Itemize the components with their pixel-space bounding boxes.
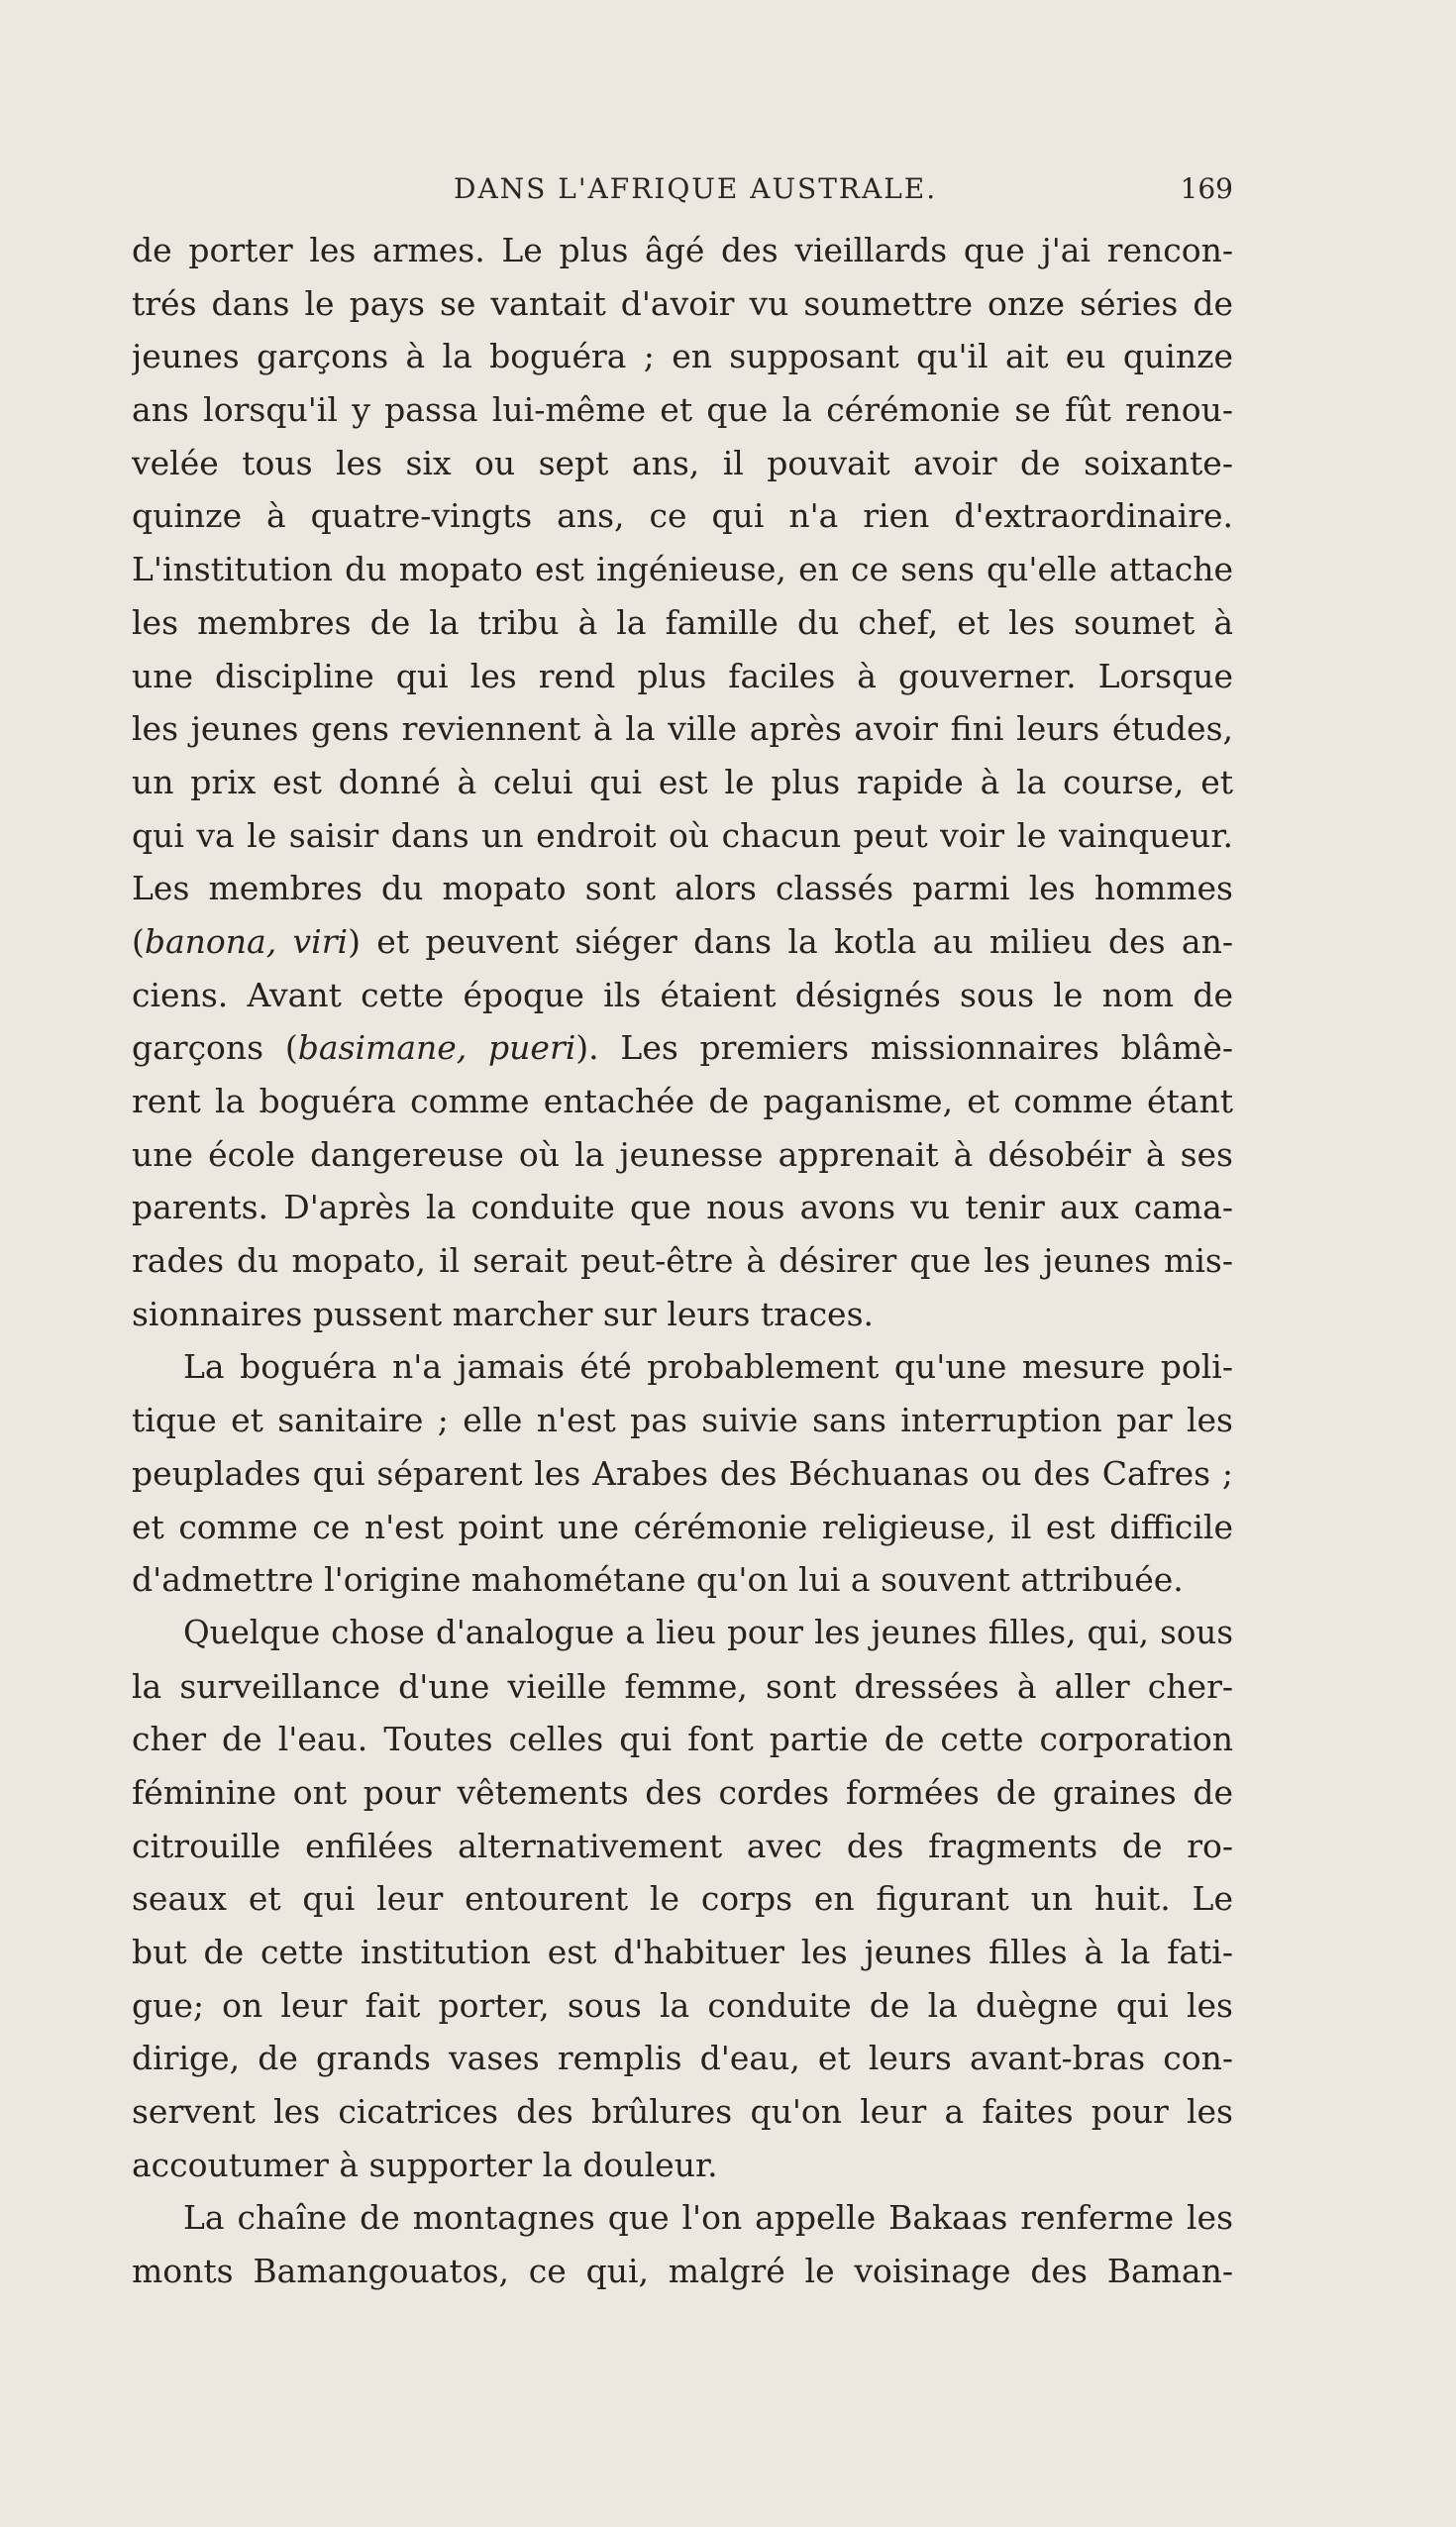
text-line: La chaîne de montagnes que l'on appelle Bakaas renferme les (183, 2198, 1233, 2238)
text-line: une discipline qui les rend plus faciles à gouverner. Lorsque (132, 656, 1233, 695)
text-line: sionnaires pussent marcher sur leurs traces. (132, 1294, 875, 1333)
page-number: 169 (1180, 172, 1233, 205)
text-line: peuplades qui séparent les Arabes des Béchuanas ou des Cafres ; (132, 1453, 1233, 1493)
text-line: seaux et qui leur entourent le corps en figurant un huit. Le (132, 1879, 1233, 1919)
latin-term: banona, viri (144, 921, 349, 961)
text-line: monts Bamangouatos, ce qui, malgré le voisinage des Baman- (132, 2252, 1233, 2291)
text-line: servent les cicatrices des brûlures qu'on leur a faites pour les (132, 2092, 1233, 2132)
latin-term: basimane, pueri (297, 1028, 576, 1068)
text-line: les membres de la tribu à la famille du chef, et les soumet à (132, 602, 1233, 642)
text-line: Les membres du mopato sont alors classés parmi les hommes (132, 869, 1233, 908)
running-title: DANS L'AFRIQUE AUSTRALE. (454, 172, 938, 205)
text-segment: garçons ( (132, 1028, 298, 1068)
text-line-with-italic (132, 1021, 1233, 1075)
text-line: la surveillance d'une vieille femme, sont dressées à aller cher- (132, 1666, 1233, 1706)
body-text (132, 224, 1233, 2298)
text-line: un prix est donné à celui qui est le plus rapide à la course, et (132, 762, 1233, 801)
running-head (132, 164, 1233, 220)
text-line: La boguéra n'a jamais été probablement qu'une mesure poli- (183, 1347, 1233, 1387)
text-line: une école dangereuse où la jeunesse apprenait à désobéir à ses (132, 1134, 1233, 1174)
text-segment: ) et peuvent siéger dans la kotla au milieu des an- (348, 921, 1233, 961)
text-segment: ). Les premiers missionnaires blâmè- (575, 1028, 1233, 1068)
text-line: et comme ce n'est point une cérémonie religieuse, il est difficile (132, 1507, 1233, 1546)
text-line: accoutumer à supporter la douleur. (132, 2145, 718, 2184)
text-line: d'admettre l'origine mahométane qu'on lui a souvent attribuée. (132, 1560, 1184, 1600)
text-line-with-italic (132, 915, 1233, 969)
text-line: L'institution du mopato est ingénieuse, en ce sens qu'elle attache (132, 550, 1233, 589)
text-line: ciens. Avant cette époque ils étaient désignés sous le nom de (132, 975, 1233, 1014)
text-line: qui va le saisir dans un endroit où chacun peut voir le vainqueur. (132, 815, 1233, 855)
text-line: dirige, de grands vases remplis d'eau, et leurs avant-bras con- (132, 2039, 1233, 2078)
text-line: but de cette institution est d'habituer les jeunes filles à la fati- (132, 1933, 1233, 1971)
text-line: de porter les armes. Le plus âgé des vieillards que j'ai rencon- (132, 231, 1233, 269)
text-line: ans lorsqu'il y passa lui-même et que la cérémonie se fût renou- (132, 390, 1233, 430)
text-line: velée tous les six ou sept ans, il pouvait avoir de soixante- (132, 443, 1233, 482)
text-line: cher de l'eau. Toutes celles qui font partie de cette corporation (132, 1720, 1233, 1759)
text-line: rades du mopato, il serait peut-être à désirer que les jeunes mis- (132, 1241, 1233, 1281)
text-line: tique et sanitaire ; elle n'est pas suivie sans interruption par les (132, 1401, 1233, 1440)
text-line: rent la boguéra comme entachée de paganisme, et comme étant (132, 1082, 1233, 1120)
text-line: féminine ont pour vêtements des cordes formées de graines de (132, 1772, 1233, 1812)
text-line: gue; on leur fait porter, sous la conduite de la duègne qui les (132, 1985, 1233, 2025)
text-segment: ( (132, 921, 145, 961)
text-line: les jeunes gens reviennent à la ville après avoir fini leurs études, (132, 709, 1233, 749)
text-line: Quelque chose d'analogue a lieu pour les jeunes filles, qui, sous (183, 1613, 1233, 1651)
text-line: jeunes garçons à la boguéra ; en supposant qu'il ait eu quinze (132, 337, 1233, 376)
text-line: trés dans le pays se vantait d'avoir vu soumettre onze séries de (132, 283, 1233, 323)
text-line: parents. D'après la conduite que nous avons vu tenir aux cama- (132, 1188, 1233, 1227)
text-line: quinze à quatre-vingts ans, ce qui n'a rien d'extraordinaire. (132, 496, 1233, 536)
text-line: citrouille enfilées alternativement avec des fragments de ro- (132, 1826, 1233, 1865)
